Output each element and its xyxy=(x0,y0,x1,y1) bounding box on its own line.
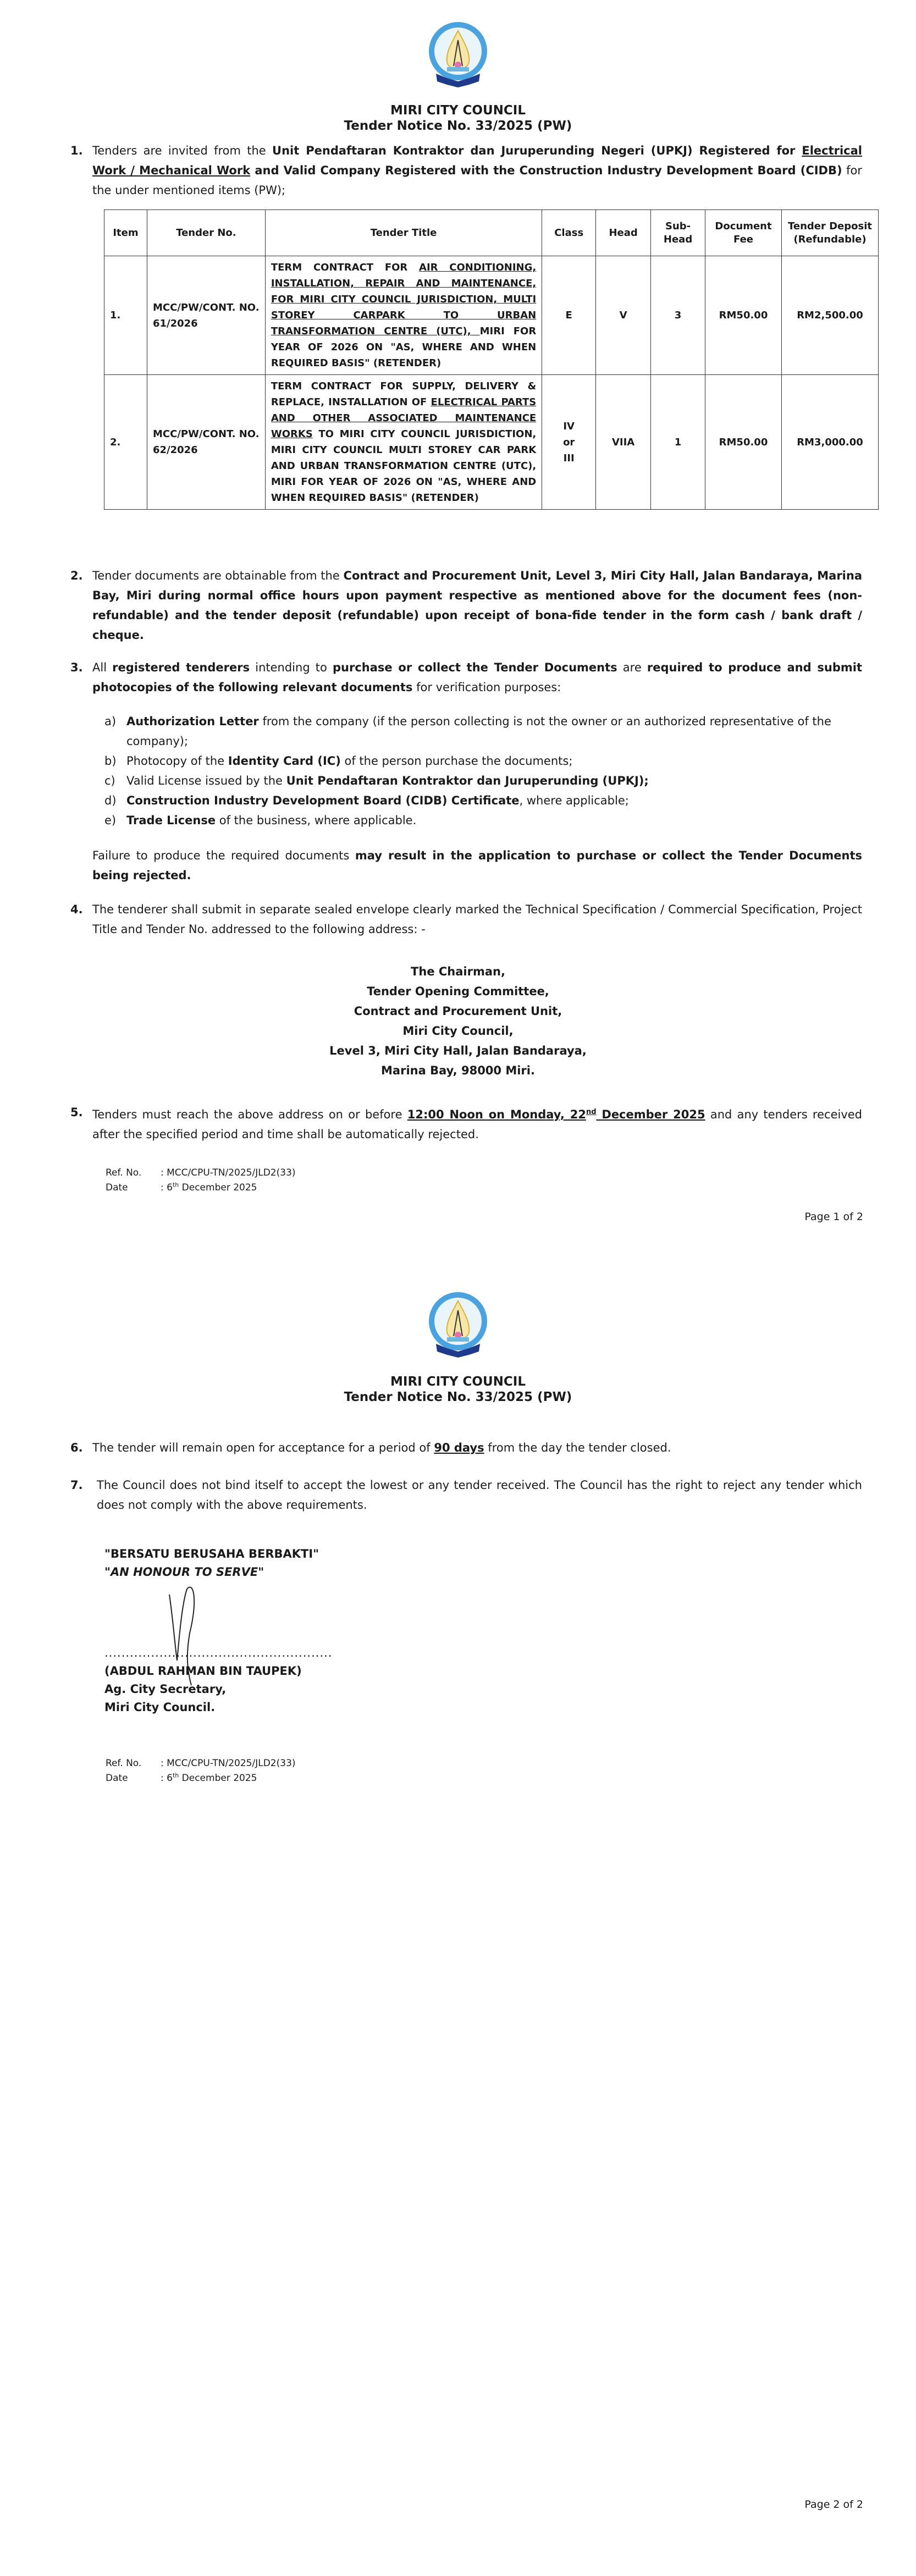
text-segment: Tenders must reach the above address on or before xyxy=(92,1108,407,1121)
ref-value: : MCC/CPU-TN/2025/JLD2(33) xyxy=(161,1167,296,1178)
paragraph-6 xyxy=(70,1438,862,1458)
tender-notice-number: Tender Notice No. 33/2025 (PW) xyxy=(344,1390,572,1404)
cell-tender-no: MCC/PW/CONT. NO. 62/2026 xyxy=(147,375,265,510)
cell-tender-deposit: RM2,500.00 xyxy=(781,256,878,375)
text-segment: 12:00 Noon on Monday, 22 xyxy=(407,1108,586,1121)
list-item xyxy=(104,771,862,791)
cell-item: 2. xyxy=(104,375,147,510)
motto-malay: "BERSATU BERUSAHA BERBAKTI" xyxy=(104,1547,319,1560)
text-segment: TERM CONTRACT FOR SUPPLY, DELIVERY & REPLACE, INSTALLATION OF xyxy=(271,380,537,408)
paragraph-4 xyxy=(70,900,862,939)
date-label: Date xyxy=(106,1182,128,1193)
text-segment: TERM CONTRACT FOR xyxy=(271,262,420,273)
signatory-title: Ag. City Secretary, xyxy=(104,1683,227,1696)
header-item: Item xyxy=(104,210,147,256)
text-segment: All xyxy=(92,661,113,674)
text-segment: The Council does not bind itself to accept the lowest or any tender received. The Council has the right to reject any tender which does not comply with the above requirements. xyxy=(97,1479,862,1512)
table-row xyxy=(104,375,879,510)
text-segment: Unit Pendaftaran Kontraktor dan Juruperunding (UPKJ); xyxy=(286,774,649,787)
table-row xyxy=(104,256,879,375)
paragraph-number: 3. xyxy=(70,661,83,674)
address-line: Level 3, Miri City Hall, Jalan Bandaraya, xyxy=(329,1044,587,1057)
council-logo xyxy=(425,21,491,90)
paragraph-number: 1. xyxy=(70,144,83,157)
paragraph-2 xyxy=(70,566,862,645)
table-header-row xyxy=(104,210,879,256)
ref-value: : MCC/CPU-TN/2025/JLD2(33) xyxy=(161,1758,296,1769)
failure-note xyxy=(70,846,862,885)
cell-tender-title xyxy=(265,375,542,510)
page-number: Page 1 of 2 xyxy=(804,1211,863,1223)
cell-tender-no: MCC/PW/CONT. NO. 61/2026 xyxy=(147,256,265,375)
text-segment: Electrical Work / Mechanical Work xyxy=(92,144,862,177)
signatory-name: (ABDUL RAHMAN BIN TAUPEK) xyxy=(104,1664,302,1678)
header-tender-title: Tender Title xyxy=(265,210,542,256)
text-segment: intending to xyxy=(250,661,333,674)
text-segment: The tender will remain open for acceptance for a period of xyxy=(92,1441,434,1454)
list-item xyxy=(104,711,862,751)
reference-block xyxy=(106,1757,296,1784)
cell-sub-head: 3 xyxy=(651,256,705,375)
header-head: Head xyxy=(596,210,651,256)
text-segment: Contract and Procurement Unit, Level 3, Miri City Hall, Jalan Bandaraya, Marina Bay, Miri during normal office hours upon payment respective as mentioned above for the document fees (non-refundable) and the tender deposit (refundable) upon receipt of bona-fide tender in the form cash / bank draft / cheque. xyxy=(92,569,863,642)
submission-address xyxy=(0,962,916,1080)
header-tender-deposit: Tender Deposit (Refundable) xyxy=(781,210,878,256)
address-line: Contract and Procurement Unit, xyxy=(354,1005,562,1018)
paragraph-number: 6. xyxy=(70,1441,83,1454)
text-segment: may result in the application to purchase or collect the Tender Documents being rejected. xyxy=(92,849,862,882)
header-tender-no: Tender No. xyxy=(147,210,265,256)
text-segment: of the business, where applicable. xyxy=(216,814,417,827)
text-segment: Authorization Letter xyxy=(126,715,259,728)
text-segment: and any tenders received after the specified period and time shall be automatically rejected. xyxy=(92,1108,863,1141)
paragraph-1 xyxy=(70,141,862,200)
signature-line: ...................................................... xyxy=(104,1646,333,1659)
cell-head: VIIA xyxy=(596,375,651,510)
cell-document-fee: RM50.00 xyxy=(705,375,782,510)
text-segment: Tender documents are obtainable from the xyxy=(92,569,344,582)
text-segment: Identity Card (IC) xyxy=(228,754,341,768)
paragraph-5 xyxy=(70,1102,862,1144)
text-segment: December 2025 xyxy=(596,1108,705,1121)
paragraph-3 xyxy=(70,658,862,697)
text-segment: Photocopy of the xyxy=(126,754,228,768)
text-segment: required to produce and submit photocopies of the following relevant documents xyxy=(92,661,862,694)
list-item xyxy=(104,791,862,810)
tender-table xyxy=(104,209,879,510)
text-segment: for verification purposes: xyxy=(412,681,561,694)
text-segment: TO MIRI CITY COUNCIL JURISDICTION, MIRI CITY COUNCIL MULTI STOREY CAR PARK AND URBAN TRANSFORMATION CENTRE (UTC), MIRI FOR YEAR OF 2026 ON "AS, WHERE AND WHEN REQUIRED BASIS" (RETENDER) xyxy=(271,428,537,504)
text-segment: from the day the tender closed. xyxy=(484,1441,671,1454)
text-segment: ELECTRICAL PARTS AND OTHER ASSOCIATED MAINTENANCE WORKS xyxy=(271,396,537,440)
list-item xyxy=(104,751,862,771)
paragraph-number: 7. xyxy=(70,1479,83,1492)
tender-notice-number: Tender Notice No. 33/2025 (PW) xyxy=(344,119,572,133)
text-segment: and Valid Company Registered with the Construction Industry Development Board (CIDB) xyxy=(250,164,842,177)
text-segment: registered tenderers xyxy=(112,661,250,674)
text-segment: MIRI FOR YEAR OF 2026 ON "AS, WHERE AND WHEN REQUIRED BASIS" (RETENDER) xyxy=(271,326,537,369)
text-segment: from the company (if the person collecting is not the owner or an authorized representative of the company); xyxy=(126,715,831,748)
cell-tender-title xyxy=(265,256,542,375)
header-sub-head: Sub-Head xyxy=(651,210,705,256)
council-name: MIRI CITY COUNCIL xyxy=(390,103,526,118)
address-line: Marina Bay, 98000 Miri. xyxy=(381,1064,535,1077)
ref-label: Ref. No. xyxy=(106,1758,142,1769)
motto-block xyxy=(104,1545,319,1581)
paragraph-number: 2. xyxy=(70,569,83,582)
signature-block xyxy=(104,1644,332,1717)
reference-block xyxy=(106,1167,296,1194)
text-segment: , where applicable; xyxy=(519,794,629,807)
text-segment: are xyxy=(617,661,647,674)
text-segment: AIR CONDITIONING, INSTALLATION, REPAIR AND MAINTENANCE, FOR MIRI CITY COUNCIL JURISDICTION, MULTI STOREY CARPARK TO URBAN TRANSFORMATION CENTRE (UTC), xyxy=(271,262,537,337)
list-letter: a) xyxy=(104,715,117,728)
page-number: Page 2 of 2 xyxy=(804,2498,863,2511)
list-letter: b) xyxy=(104,754,117,768)
cell-class: E xyxy=(542,256,596,375)
text-segment: purchase or collect the Tender Documents xyxy=(332,661,617,674)
text-segment: Construction Industry Development Board (CIDB) Certificate xyxy=(126,794,520,807)
list-item xyxy=(104,810,862,830)
text-segment: nd xyxy=(586,1108,597,1116)
cell-document-fee: RM50.00 xyxy=(705,256,782,375)
text-segment: The tenderer shall submit in separate sealed envelope clearly marked the Technical Specification / Commercial Specification, Project Title and Tender No. addressed to the following address: - xyxy=(92,903,862,936)
council-logo xyxy=(425,1291,491,1360)
cell-tender-deposit: RM3,000.00 xyxy=(781,375,878,510)
list-letter: c) xyxy=(104,774,115,787)
date-value: : 6th December 2025 xyxy=(161,1772,257,1784)
cell-class: IV or III xyxy=(542,375,596,510)
text-segment: for the under mentioned items (PW); xyxy=(92,164,862,197)
text-segment: Unit Pendaftaran Kontraktor dan Juruperunding Negeri (UPKJ) Registered for xyxy=(272,144,802,157)
text-segment: Valid License issued by the xyxy=(126,774,286,787)
address-line: Tender Opening Committee, xyxy=(367,985,549,998)
text-segment: 90 days xyxy=(434,1441,484,1454)
ref-label: Ref. No. xyxy=(106,1167,142,1178)
cell-item: 1. xyxy=(104,256,147,375)
date-value: : 6th December 2025 xyxy=(161,1181,257,1193)
council-name: MIRI CITY COUNCIL xyxy=(390,1375,526,1389)
paragraph-number: 5. xyxy=(70,1106,83,1119)
list-letter: d) xyxy=(104,794,117,807)
cell-head: V xyxy=(596,256,651,375)
paragraph-7 xyxy=(70,1475,862,1515)
header-document-fee: Document Fee xyxy=(705,210,782,256)
text-segment: Failure to produce the required documents xyxy=(92,849,355,862)
motto-english: "AN HONOUR TO SERVE" xyxy=(104,1565,264,1579)
list-letter: e) xyxy=(104,814,117,827)
text-segment: Tenders are invited from the xyxy=(92,144,273,157)
cell-sub-head: 1 xyxy=(651,375,705,510)
address-line: Miri City Council, xyxy=(402,1024,514,1038)
header-class: Class xyxy=(542,210,596,256)
date-label: Date xyxy=(106,1772,128,1784)
text-segment: of the person purchase the documents; xyxy=(340,754,573,768)
document-list xyxy=(104,711,862,830)
text-segment: Trade License xyxy=(126,814,216,827)
address-line: The Chairman, xyxy=(411,965,505,978)
signatory-organization: Miri City Council. xyxy=(104,1701,216,1714)
paragraph-number: 4. xyxy=(70,903,83,916)
